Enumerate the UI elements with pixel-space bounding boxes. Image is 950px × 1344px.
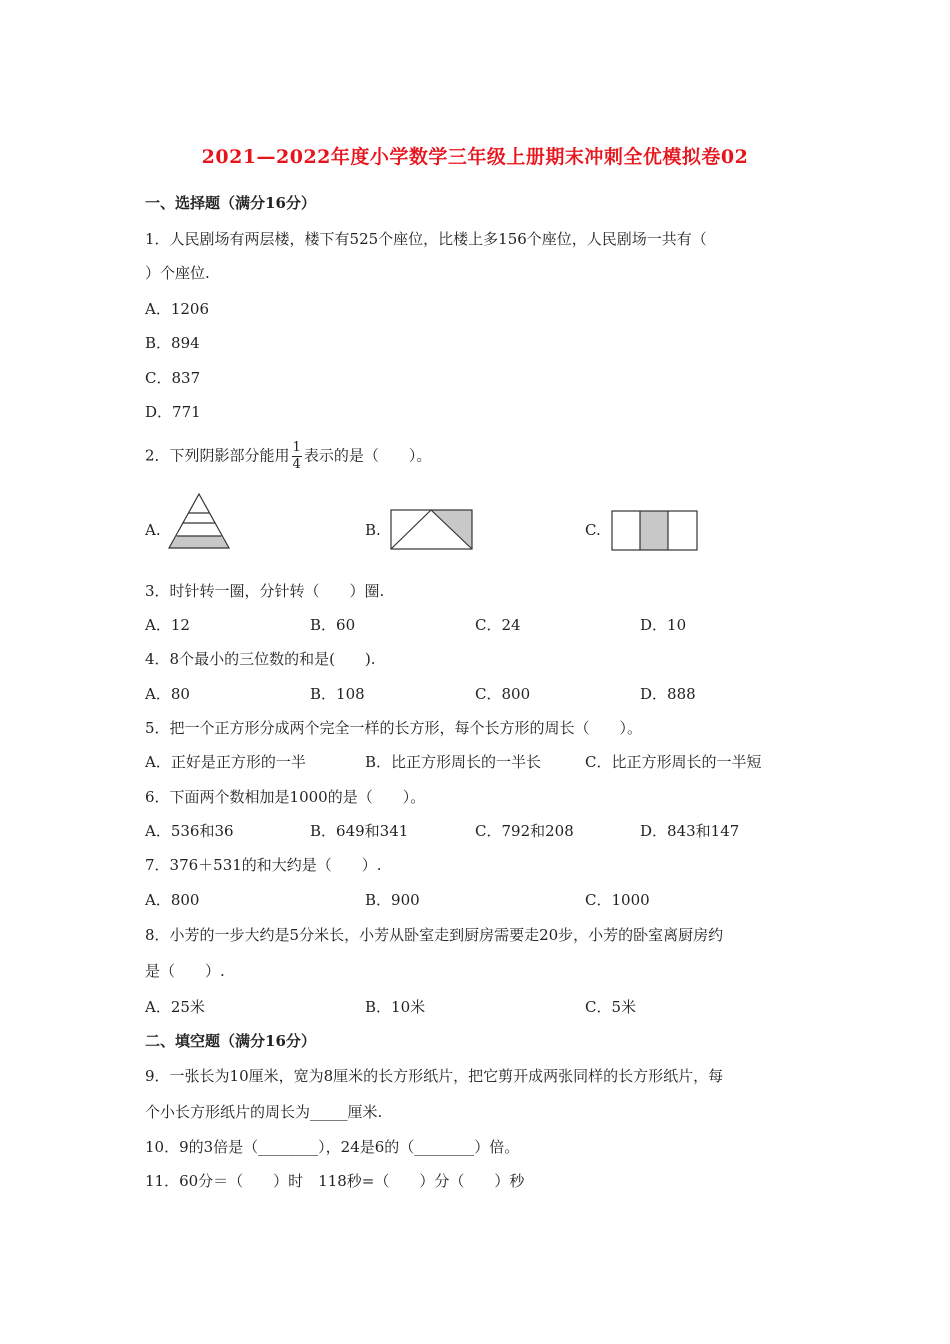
question-6: 6．下面两个数相加是1000的是（ ）。 — [145, 788, 426, 806]
q8-option-b: B．10米 — [365, 998, 426, 1016]
q8-option-a: A．25米 — [145, 998, 205, 1016]
q2-figure-rectangle-triangles — [390, 509, 474, 551]
q1-option-d: D．771 — [145, 403, 201, 421]
q4-option-b: B．108 — [310, 685, 365, 703]
section-heading-choice: 一、选择题（满分16分） — [145, 194, 316, 212]
page-title: 2021—2022年度小学数学三年级上册期末冲刺全优模拟卷02 — [201, 146, 749, 168]
q7-option-a: A．800 — [145, 891, 200, 909]
question-10: 10．9的3倍是（________），24是6的（________）倍。 — [145, 1138, 520, 1156]
q3-option-b: B．60 — [310, 616, 356, 634]
triangle-shaded-band — [169, 536, 229, 548]
q7-option-b: B．900 — [365, 891, 420, 909]
question-2-text-before: 2．下列阴影部分能用 — [145, 446, 290, 465]
q8-option-c: C．5米 — [585, 998, 637, 1016]
rectangle-diagonal-left — [391, 510, 431, 549]
q2-figure-triangle — [168, 492, 230, 550]
question-11: 11．60分＝（ ）时 118秒=（ ）分（ ）秒 — [145, 1172, 525, 1190]
q6-option-a: A．536和36 — [145, 822, 234, 840]
q5-option-a: A．正好是正方形的一半 — [145, 753, 306, 771]
q2-option-a-label: A. — [145, 521, 161, 539]
question-1-line-1: 1．人民剧场有两层楼，楼下有525个座位，比楼上多156个座位，人民剧场一共有（ — [145, 230, 707, 248]
fraction-denominator: 4 — [292, 457, 301, 472]
q2-option-b-label: B. — [365, 521, 381, 539]
q3-option-c: C．24 — [475, 616, 521, 634]
q6-option-b: B．649和341 — [310, 822, 409, 840]
q7-option-c: C．1000 — [585, 891, 650, 909]
section-heading-fill-blank: 二、填空题（满分16分） — [145, 1032, 316, 1050]
question-7: 7．376＋531的和大约是（ ）. — [145, 856, 382, 874]
question-2 — [145, 440, 431, 473]
fraction-one-quarter — [292, 440, 302, 473]
question-5: 5．把一个正方形分成两个完全一样的长方形，每个长方形的周长（ ）。 — [145, 719, 643, 737]
q5-option-b: B．比正方形周长的一半长 — [365, 753, 542, 771]
q4-option-d: D．888 — [640, 685, 696, 703]
strip-shaded — [640, 511, 668, 550]
q3-option-a: A．12 — [145, 616, 190, 634]
question-9-line-1: 9．一张长为10厘米，宽为8厘米的长方形纸片，把它剪开成两张同样的长方形纸片，每 — [145, 1067, 724, 1085]
q3-option-d: D．10 — [640, 616, 687, 634]
fraction-numerator: 1 — [292, 440, 301, 455]
q1-option-a: A．1206 — [145, 300, 210, 318]
question-3: 3．时针转一圈，分针转（ ）圈. — [145, 582, 385, 600]
question-8-line-2: 是（ ）. — [145, 962, 225, 980]
q4-option-a: A．80 — [145, 685, 190, 703]
q6-option-d: D．843和147 — [640, 822, 740, 840]
question-4: 4．8个最小的三位数的和是( ). — [145, 650, 376, 668]
q6-option-c: C．792和208 — [475, 822, 574, 840]
q5-option-c: C．比正方形周长的一半短 — [585, 753, 762, 771]
question-2-text-after: 表示的是（ ）。 — [303, 446, 432, 465]
question-9-line-2: 个小长方形纸片的周长为_____厘米. — [145, 1103, 383, 1121]
question-1-line-2: ）个座位. — [145, 264, 210, 282]
q1-option-b: B．894 — [145, 334, 200, 352]
q2-figure-three-strips — [611, 510, 699, 552]
q4-option-c: C．800 — [475, 685, 531, 703]
q1-option-c: C．837 — [145, 369, 201, 387]
question-8-line-1: 8．小芳的一步大约是5分米长，小芳从卧室走到厨房需要走20步，小芳的卧室离厨房约 — [145, 926, 724, 944]
q2-option-c-label: C. — [585, 521, 601, 539]
